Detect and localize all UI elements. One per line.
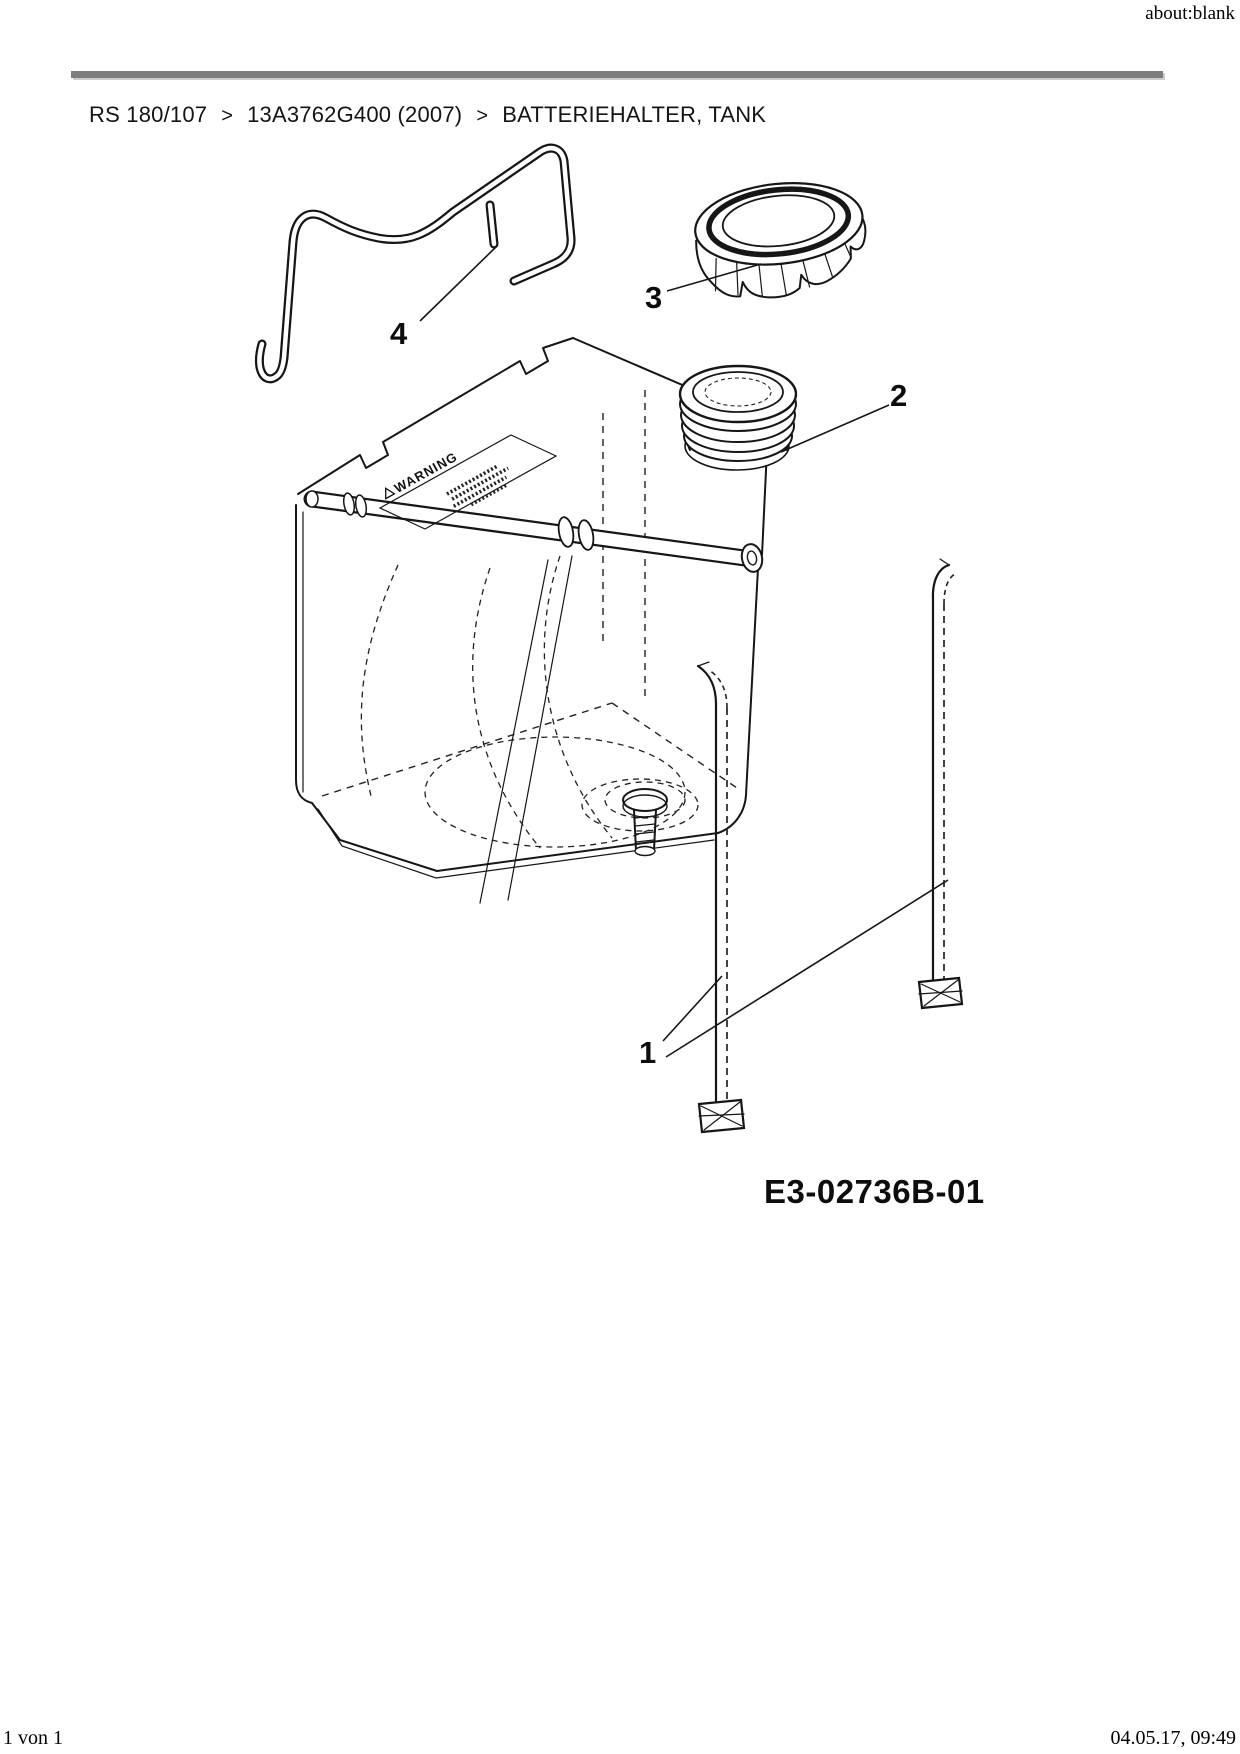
breadcrumb-part-number: 13A3762G400 (2007) <box>247 102 463 127</box>
breadcrumb-model: RS 180/107 <box>89 102 208 127</box>
drawing-number: E3-02736B-01 <box>764 1173 985 1210</box>
drain-plug <box>605 782 685 856</box>
part-4-wire-bracket <box>259 148 571 379</box>
part-1-cable-ties <box>698 559 962 1132</box>
leader-lines <box>420 246 948 1057</box>
browser-url-header: about:blank <box>1145 3 1235 24</box>
breadcrumb-section: BATTERIEHALTER, TANK <box>502 102 767 127</box>
footer-datetime: 04.05.17, 09:49 <box>1110 1727 1236 1749</box>
part-label-3: 3 <box>645 280 663 315</box>
warning-label-text: WARNING <box>391 448 461 496</box>
footer-page-count: 1 von 1 <box>3 1727 63 1749</box>
part-labels <box>390 280 907 1070</box>
part-3-fuel-cap <box>691 175 872 305</box>
breadcrumb-separator: > <box>476 105 489 127</box>
part-label-4: 4 <box>390 316 408 351</box>
breadcrumb-separator: > <box>221 105 234 127</box>
part-label-1: 1 <box>639 1035 657 1070</box>
part-2-fuel-tank <box>296 338 796 903</box>
part-label-2: 2 <box>890 378 908 413</box>
